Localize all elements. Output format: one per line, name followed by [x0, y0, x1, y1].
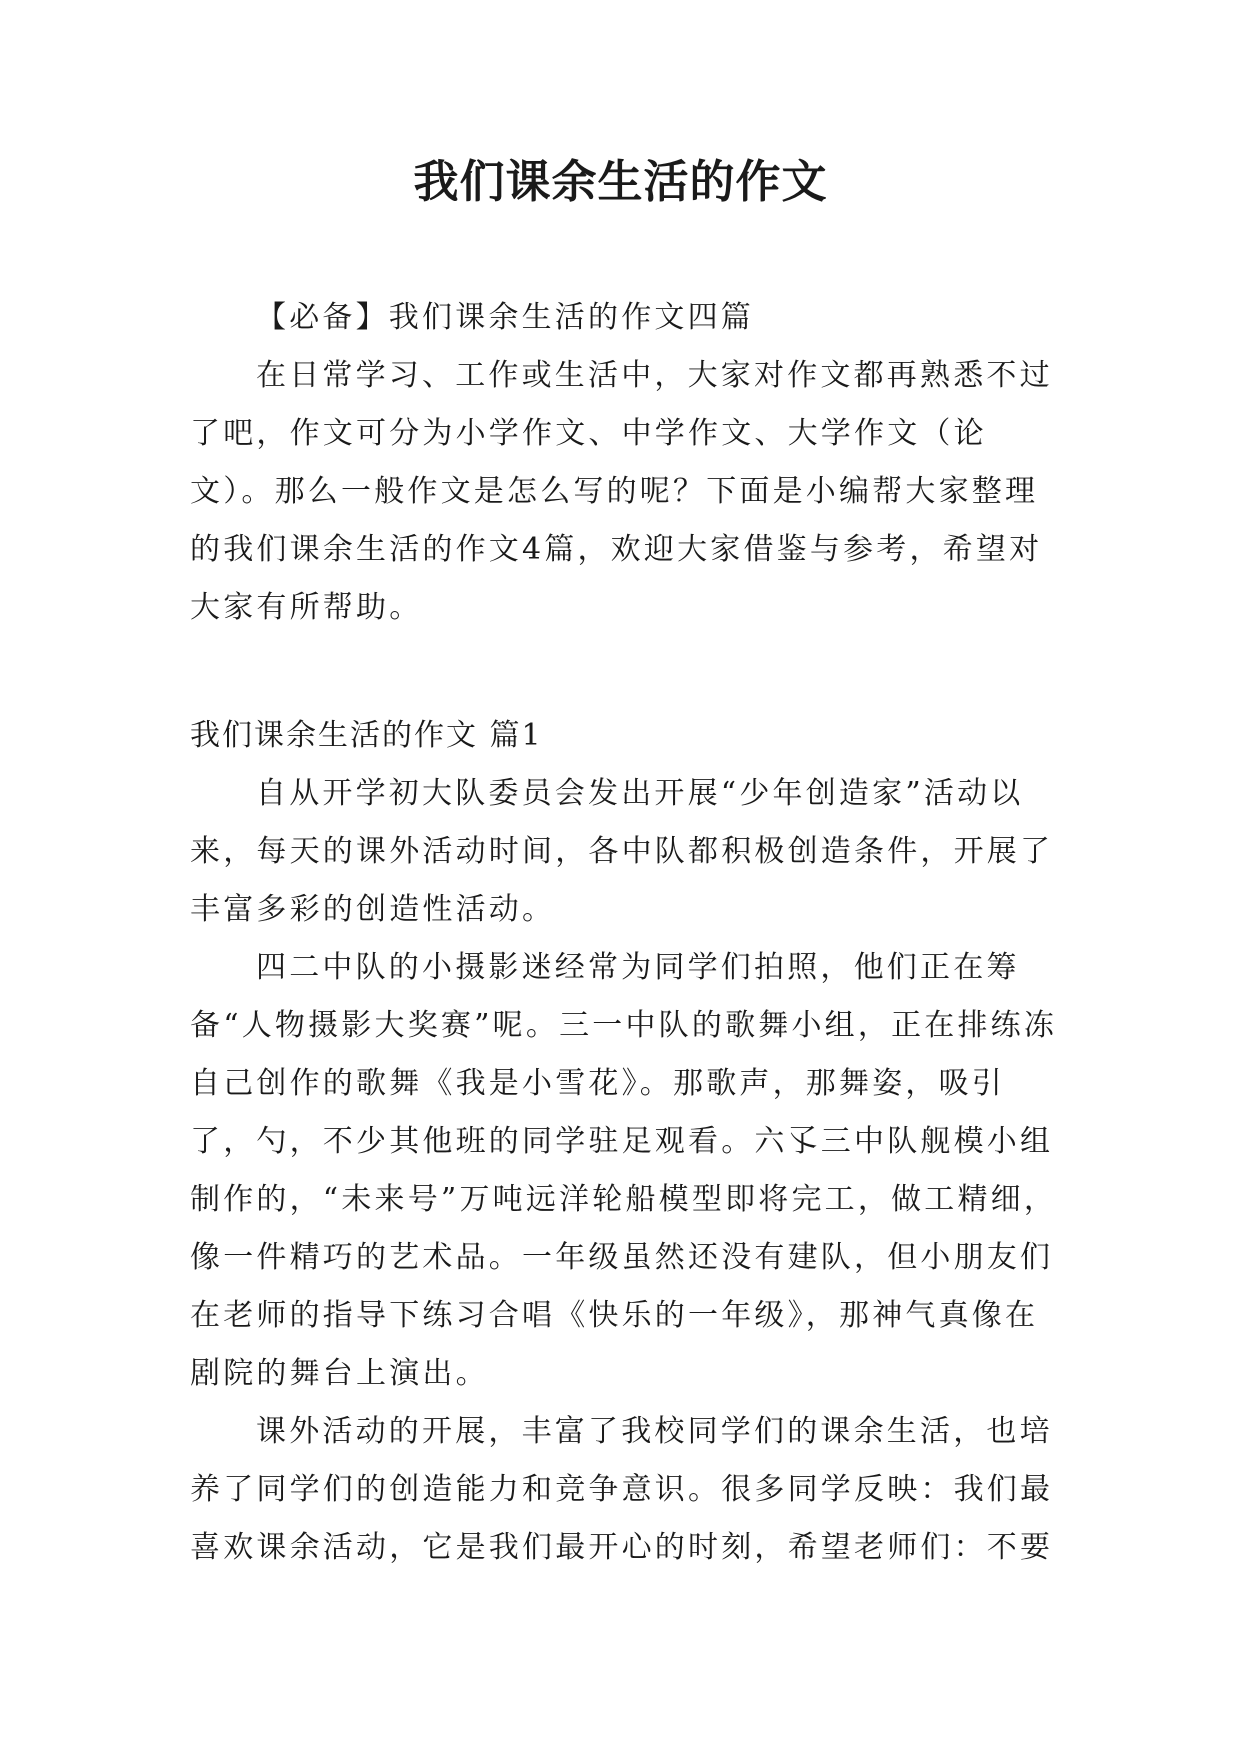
section-spacer — [190, 637, 1060, 707]
document-subtitle: 【必备】我们课余生活的作文四篇 — [256, 300, 754, 335]
document-title: 我们课余生活的作文 — [413, 155, 828, 208]
section-paragraph-1: 自从开学初大队委员会发出开展“少年创造家”活动以来，每天的课外活动时间，各中队都积极创造条件，开展了丰富多彩的创造性活动。 — [190, 776, 1054, 927]
section-paragraph-3: 课外活动的开展，丰富了我校同学们的课余生活，也培养了同学们的创造能力和竞争意识。很多同学反映：我们最喜欢课余活动，它是我们最开心的时刻，希望老师们：不要 — [190, 1414, 1054, 1565]
document-body — [190, 289, 1060, 1577]
section-heading: 我们课余生活的作文 篇1 — [190, 718, 543, 753]
intro-paragraph: 在日常学习、工作或生活中，大家对作文都再熟悉不过了吧，作文可分为小学作文、中学作文、大学作文（论文）。那么一般作文是怎么写的呢？下面是小编帮大家整理的我们课余生活的作文4篇，欢迎大家借鉴与参考，希望对大家有所帮助。 — [190, 358, 1053, 625]
section-paragraph-2: 四二中队的小摄影迷经常为同学们拍照，他们正在筹备“人物摄影大奖赛”呢。三一中队的歌舞小组，正在排练冻自己创作的歌舞《我是小雪花》。那歌声，那舞姿，吸引了，勺，不少其他班的同学驻足观看。六孓三中队舰模小组制作的，“未来号”万吨远洋轮船模型即将完工，做工精细，像一件精巧的艺术品。一年级虽然还没有建队，但小朋友们在老师的指导下练习合唱《快乐的一年级》，那神气真像在剧院的舞台上演出。 — [190, 950, 1058, 1391]
